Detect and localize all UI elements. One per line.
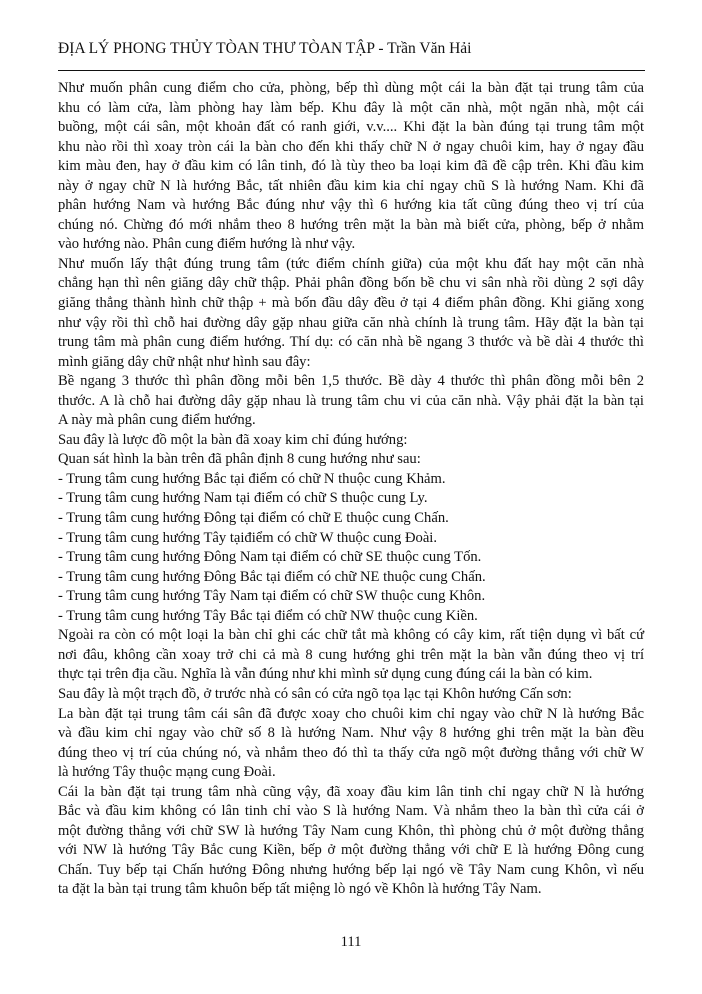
text-line: vào hướng nào. Phân cung điểm hướng là như vậy. — [58, 236, 356, 253]
text-line: là hướng Tây thuộc mạng cung Đoài. — [58, 764, 276, 781]
running-header: ĐỊA LÝ PHONG THỦY TÒAN THƯ TÒAN TẬP - Trần Văn Hải — [58, 40, 472, 57]
text-line: - Trung tâm cung hướng Tây Nam tại điểm có chữ SW thuộc cung Khôn. — [58, 588, 486, 605]
text-line: trung tâm mà phân cung điểm hướng. Thí dụ: có căn nhà bề ngang 3 thước và bề dài 4 thước thì — [58, 334, 644, 351]
text-line: kim màu đen, hay ở đầu kim có lân tinh, đó là tùy theo ba loại kim đã đề cập trên. Khi đầu kim — [58, 158, 644, 175]
text-line: Chấn. Tuy bếp tại Chấn hướng Đông nhưng hướng bếp lại ngó về Tây Nam cung Khôn, vì nếu — [58, 861, 644, 878]
text-line: buồng, một cái sân, một khoản đất có ranh giới, v.v.... Khi đặt la bàn đúng tại trung tâm một — [58, 119, 644, 136]
text-line: ta đặt la bàn tại trung tâm khuôn bếp tất miệng lò ngó về Khôn là hướng Tây Nam. — [58, 881, 542, 898]
text-line: một đường thẳng với chữ SW là hướng Tây Nam cung Khôn, thì phòng chủ ở một đường thẳng — [58, 822, 644, 839]
text-line: khu nào rồi thì xoay tròn cái la bàn cho đến khi thấy chữ N ở ngay chuôi kim, hay ở ngay đầu — [58, 138, 644, 155]
text-line: thước. A là chỗ hai đường dây gặp nhau là trung tâm chu vi của căn nhà. Vậy phải đặt la bàn tại — [58, 392, 644, 409]
text-line: - Trung tâm cung hướng Đông tại điểm có chữ E thuộc cung Chấn. — [58, 510, 449, 527]
text-line: nơi đâu, không cần xoay trở chi cả mà 8 cung hướng ghi trên mặt la bàn vẫn đúng theo vị trí — [58, 646, 644, 663]
body-text — [58, 79, 644, 900]
text-line: chẳng hạn thì nên giăng dây chữ thập. Phải phân đồng bốn bề chu vi sân nhà rồi dùng 2 sợi dây — [58, 275, 644, 292]
text-line: đúng theo vị trí của chúng nó, và nhắm theo đó thì ta thấy cửa ngõ một đường thẳng với chữ W — [58, 744, 644, 761]
text-line: mình giăng dây chữ nhật như hình sau đây: — [58, 353, 311, 370]
text-line: giăng thẳng thành hình chữ thập + mà bốn đầu dây đều ở tại 4 điểm phân đồng. Khi giăng xong — [58, 295, 644, 312]
text-line: Như muốn phân cung điểm cho cửa, phòng, bếp thì dùng một cái la bàn đặt tại trung tâm của — [58, 80, 644, 96]
page-number: 111 — [340, 934, 362, 950]
text-line: - Trung tâm cung hướng Đông Bắc tại điểm có chữ NE thuộc cung Chấn. — [58, 568, 486, 585]
text-line: phân hướng Nam và hướng Bắc đúng như vậy thì 6 hướng kia tất cũng đúng theo vị trí của — [58, 197, 644, 214]
text-line: - Trung tâm cung hướng Bắc tại điểm có chữ N thuộc cung Khảm. — [58, 470, 446, 487]
header-rule — [58, 70, 645, 71]
text-line: A này mà phân cung điểm hướng. — [58, 412, 256, 429]
text-line: Như muốn lấy thật đúng trung tâm (tức điểm chính giữa) của một khu đất hay một căn nhà — [58, 255, 644, 272]
text-line: Ngoài ra còn có một loại la bàn chỉ ghi các chữ tắt mà không có cây kim, rất tiện dụng vì bất cứ — [58, 627, 644, 644]
text-line: Sau đây là lược đồ một la bàn đã xoay kim chỉ đúng hướng: — [58, 431, 408, 448]
text-line: chúng nó. Chừng đó mới nhắm theo 8 hướng trên mặt la bàn mà biết cửa, phòng, bếp ở nhằm — [58, 216, 644, 233]
text-line: La bàn đặt tại trung tâm cái sân đã được xoay cho chuôi kim chỉ ngay vào chữ N là hướng Bắc — [58, 705, 644, 722]
text-line: Sau đây là một trạch đồ, ở trước nhà có sân có cửa ngõ tọa lạc tại Khôn hướng Cấn sơn: — [58, 685, 572, 702]
text-line: này ở ngay chữ N là hướng Bắc, tất nhiên đầu kim kia chỉ ngay chũ S là hướng Nam. Khi đã — [58, 177, 644, 194]
text-line: Quan sát hình la bàn trên đã phân định 8 cung hướng như sau: — [58, 451, 421, 468]
text-line: - Trung tâm cung hướng Đông Nam tại điểm có chữ SE thuộc cung Tốn. — [58, 549, 482, 566]
text-line: - Trung tâm cung hướng Tây Bắc tại điểm có chữ NW thuộc cung Kiền. — [58, 607, 478, 624]
text-line: - Trung tâm cung hướng Nam tại điểm có chữ S thuộc cung Ly. — [58, 490, 428, 507]
text-line: - Trung tâm cung hướng Tây tạiđiểm có chữ W thuộc cung Đoài. — [58, 529, 438, 546]
text-line: Bề ngang 3 thước thì phân đồng mỗi bên 1,5 thước. Bề dày 4 thước thì phân đồng mỗi bên 2 — [58, 373, 644, 390]
text-line: với NW là hướng Tây Bắc cung Kiền, bếp ở một đường thẳng với chữ E là hướng Đông cung — [58, 842, 644, 859]
text-line: thực tại trên địa cầu. Nghĩa là vẫn đúng như khi mình sử dụng cung đúng cái la bàn có kim. — [58, 666, 593, 683]
text-line: Bắc và đầu kim không có lân tinh chỉ vào S là hướng Nam. Và nhắm theo la bàn thì cửa cái ở — [58, 803, 644, 820]
text-line: như vậy rồi thì chỗ hai đường dây gặp nhau giữa căn nhà chính là trung tâm. Hãy đặt la bàn tại — [58, 314, 644, 331]
text-line: Cái la bàn đặt tại trung tâm nhà cũng vậy, đã xoay đầu kim lân tinh chỉ ngay chữ N là hướng — [58, 783, 644, 800]
text-line: khu có làm cửa, làm phòng hay làm bếp. Khu đây là một căn nhà, một ngăn nhà, một cái — [58, 99, 644, 116]
text-line: và đầu kim chỉ ngay vào chữ số 8 là hướng Nam. Như vậy 8 hướng ghi trên mặt la bàn đều — [58, 725, 644, 742]
